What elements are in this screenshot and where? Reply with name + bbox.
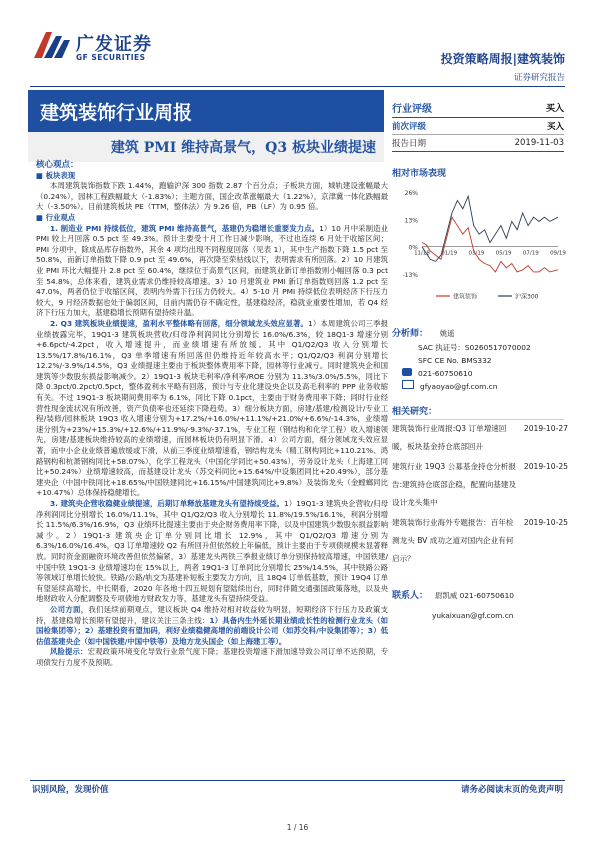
related-item-date: 2019-10-25 [523,518,568,527]
related-title: 相关研究： [392,404,564,420]
prev-rating-row [392,118,564,135]
rating-value: 买入 [545,103,564,114]
brand-name-en: GF SECURITIES [76,53,146,62]
section-bullet-2: ■ 行业观点 [36,212,76,222]
page-number: 1 / 16 [286,823,309,832]
series-line-construction [422,217,558,272]
legend-label: 沪深300 [515,293,539,301]
x-tick-label: 11/18 [414,250,430,257]
related-item-title: 建筑装饰行业周报:Q3 订单增速回暖，板块基金持仓底部回升 [392,424,507,451]
x-tick-label: 05/19 [495,250,512,257]
brand-logo [28,26,168,66]
paragraph-q3: 2. Q3 建筑板块业绩提速，盈利水平整体略有回落，细分领域龙头效应显著。1）本周建筑公司三季报业绩披露完毕，19Q1-3 建筑板块营收/归母净利润同比分别增长 16.0%/6.3%，较 18Q1-3 增速分别+6.6pct/-4.2pct，收入增速提升，而业绩增速有所放缓。其中 Q1/Q2/Q3 收入分别增长 13.5%/17.8%/16.1%，Q3 单季增速有所回落但仍维持近年较高水平；Q1/Q2/Q3 利润分别增长 12.2%/-3.9%/14.5%，Q3 业绩提速主要由于板块整体费用率下降，园林等行业减亏。同时建筑央企和国建筑等少数股东损益影响减少。2）19Q1-3 板块毛利率/净利率/ROE 分别为 11.3%/3.0%/5.5%，同比下降 0.3pct/0.2pct/0.5pct，整体盈利水平略有回落，预计与专业化建设央企以及高毛利率的 PPP 业务收缩有关。不过 19Q1-3 板块期间费用率为 6.1%，同比下降 0.1pct，主要由于财务费用率下降；同时行业经营性现金流状况有所改善，资产负债率也还延续下降趋势。3）细分板块方面，房建/基建/检测设计/专业工程/装修/园林板块 19Q3 收入增速分别为+17.2%/+16.0%/+11.1%/+21.0%/+6.6%/-14.3%，业绩增速分别为+23%/+15.3%/+12.6%/+11.9%/-9.3%/-37.1%，专业工程（钢结构和化学工程）收入增速领先，房建/基建板块维持较高的业绩增速，而园林板块仍有明显下滑。4）公司方面，细分领域龙头效应显著，而中小企业业绩普遍放缓或下滑，从前三季度业绩增速看，钢结构龙头（精工钢构同比+110.21%、鸿路钢构和杭萧钢构同比+58.07%），化学工程龙头（中国化学同比+50.43%），劳务设计龙头（上海建工同比+50.24%）业绩增速较高，而基建设计龙头（苏交科同比+15.64%/中设集团同比+20.49%），部分基建央企（中国中铁同比+18.65%/中国铁建同比+16.15%/中国建筑同比+9.8%）及装饰龙头（金螳螂同比+10.47%）总体保持稳健增长。 [36,318,388,498]
report-subtitle-text: 建筑 PMI 维持高景气，Q3 板块业绩提速 [110,140,376,156]
paragraph-company: 公司方面，我们延续前期观点，建议板块 Q4 维持对相对收益较为明显，短期经济下行压力及政策支持，基建稳增长预期有望提升，建议关注三条主线：1）具备内生外延长期业绩成长性的检测行业龙头（如国检集团等）；2）基建投资有望加码，利好业绩稳健高增的前端设计公司（如苏交科/中设集团等）；3）低估值基建央企（如中国铁建/中国中铁等）及地方龙头国企（如上海建工等）。 [36,604,388,646]
related-list [392,420,568,570]
paragraph-performance: 本周建筑装饰指数下跌 1.44%，跑输沪深 300 指数 2.87 个百分点；子板块方面，城轨建设涨幅最大（0.24%），园林工程跌幅最大（-1.83%）；主题方面，国企改革涨幅最大（1.22%），京津冀一体化跌幅最大（-3.50%）。目前建筑板块 PE（TTM，整体法）为 9.26 倍，PB（LF）为 0.95 倍。 [36,181,388,212]
related-item[interactable] [392,458,568,512]
analyst-phone: 021-60750610 [392,367,564,380]
analyst-email[interactable]: gfyaoyao@gf.com.cn [392,380,564,393]
y-tick-label: 0% [408,244,418,252]
x-tick-label: 07/19 [522,250,539,257]
title-banner [28,90,384,162]
prev-rating-label: 前次评级 [392,122,427,132]
analyst-block [392,327,564,393]
analyst-row: 分析师： 姚遥 [392,329,455,339]
related-item[interactable] [392,514,568,568]
contact-email[interactable]: yukaixuan@gf.com.cn [432,611,514,620]
phone-icon [402,368,412,376]
prev-rating-value: 买入 [546,122,564,132]
analyst-sfc: SFC CE No. BMS332 [418,356,492,365]
paragraph-pmi: 1. 制造业 PMI 持续低位，建筑 PMI 维持高景气，基建仍为稳增长重要发力点。1）10 月中采制造业 PMI 较上月回落 0.5 pct 至 49.3%。预计主要受十月工作日减少影响，不过也连续 6 月处于收缩区间；PMI 分项中，除成品库存指数外，其余 4 项均出现不同程度回落（见表 1），其中生产指数下降 1.5 pct 至 50.8%，而新订单指数下降 0.9 pct 至 49.6%，再次降至荣枯线以下，表明需求有所回落。2）10 月建筑业 PMI 环比大幅提升 2.8 pct 至 60.4%，继续位于高景气区间，而建筑业新订单指数则小幅回落 0.3 pct 至 54.8%，总体来看，建筑业需求仍维持较高增速。3）10 月建筑业 PMI 新订单指数则回落 1.2 pct 至 47.0%，两者仍位于收缩区间，表明内外需下行压力仍较大。4）5-10 月 PMI 持续低位表明经济下行压力较大，9 月经济数据也处于偏弱区间，目前内需仍存不确定性，基建稳经济，稳就业重要性增加，若 Q4 经济下行压力加大，基建稳增长预期有望持续升温。 [36,223,388,318]
date-label: 报告日期 [392,139,427,149]
footer-slogan: 识别风险，发现价值 [32,785,109,795]
rating-label: 行业评级 [392,103,432,115]
related-item-title: 建筑装饰行业海外专题报告：百年检测龙头 BV 成功之道对国内企业有何启示？ [392,518,514,563]
contact-row: 联系人： 尉凯威 021-60750610 [392,591,514,601]
date-value: 2019-11-03 [514,138,564,148]
legend-label: 建筑装饰 [453,293,478,301]
related-item[interactable] [392,420,568,456]
paragraph-risk: 风险提示：宏观政策环境变化导致行业景气度下降；基建投资增速下滑加速导致公司订单不达预期，专项债发行力度不及预期。 [36,647,388,667]
rating-box [392,97,564,152]
related-item-date: 2019-10-25 [523,462,568,471]
related-item-date: 2019-10-27 [523,424,568,433]
footer-divider [30,780,565,781]
date-row [392,135,564,152]
footer-disclaimer: 请务必阅读末页的免责声明 [460,785,563,795]
chart-title: 相对市场表现 [392,169,447,179]
header-divider [30,86,565,87]
main-content [36,160,388,669]
gf-logo-icon [28,26,72,66]
report-type: 投资策略周报|建筑装饰 [440,52,565,66]
subtitle-bar [28,132,384,162]
contact-value: 尉凯威 021-60750610 [435,591,514,600]
analyst-sac: SAC 执证号：S0260517070002 [418,343,531,352]
report-subtitle: 证券研究报告 [513,73,565,83]
relative-performance-chart [392,178,564,306]
rating-row [392,97,564,118]
paragraph-soe: 3. 建筑央企营收稳健业绩提速，后期订单释放基建龙头有望持续受益。1）19Q1-3 建筑央企营收/归母净利润同比分别增长 16.0%/11.1%，其中 Q1/Q2/Q3 收入分别增长 11.8%/19.5%/16.1%，利润分别增长 11.5%/6.3%/16.9%，Q3 业绩环比提速主要由于央企财务费用率下降，以及中国建筑少数股东损益影响减少。2）19Q1-3 建筑央企订单分别同比增长 12.9%，其中 Q1/Q2/Q3 增速分别为 6.3%/16.0%/16.4%，Q3 订单增速较 Q2 有所回升但依然较上年偏低，预计主要由于专项债规模未显著释放。同时资金面融资环境改善但依然偏紧，3）基建龙头两铁三季报业绩订单分别保持较高增速，中国铁建/中国中铁 19Q1-3 业绩增速均在 15%以上，两者 19Q1-3 订单同比分别增长 25%/14.5%，其中铁路公路等领域订单增长较快。铁路/公路/轨交为基建补短板主要发力方向，且 18Q4 订单低基数，预计 19Q4 订单有望延续高增长。中长期看，2020 年各地十四五规划有望陆续出台，同时伴随交通强国政策落地，以及央地财政收入分配调整及专项债地方财政发力等，基建龙头有望持续受益。 [36,499,388,604]
related-item-title: 建筑行业 19Q3 公募基金持仓分析报告:建筑持仓底部企稳，配置向基建及设计龙头集中 [392,462,517,507]
contact-block [392,586,564,626]
core-heading: 核心观点： [36,160,79,170]
report-title: 建筑装饰行业周报 [40,102,193,124]
x-tick-label: 01/19 [441,250,458,257]
section-bullet-1: ■ 板块表现 [36,170,76,180]
brand-name-cn: 广发证券 [76,34,152,55]
analyst-name: 姚遥 [439,329,455,338]
email-icon [402,380,414,389]
y-tick-label: 26% [404,190,418,197]
x-tick-label: 09/19 [550,250,566,257]
x-tick-label: 03/19 [468,250,485,257]
y-tick-label: -13% [402,272,418,279]
y-tick-label: 13% [404,217,418,225]
chart-svg [392,178,564,306]
